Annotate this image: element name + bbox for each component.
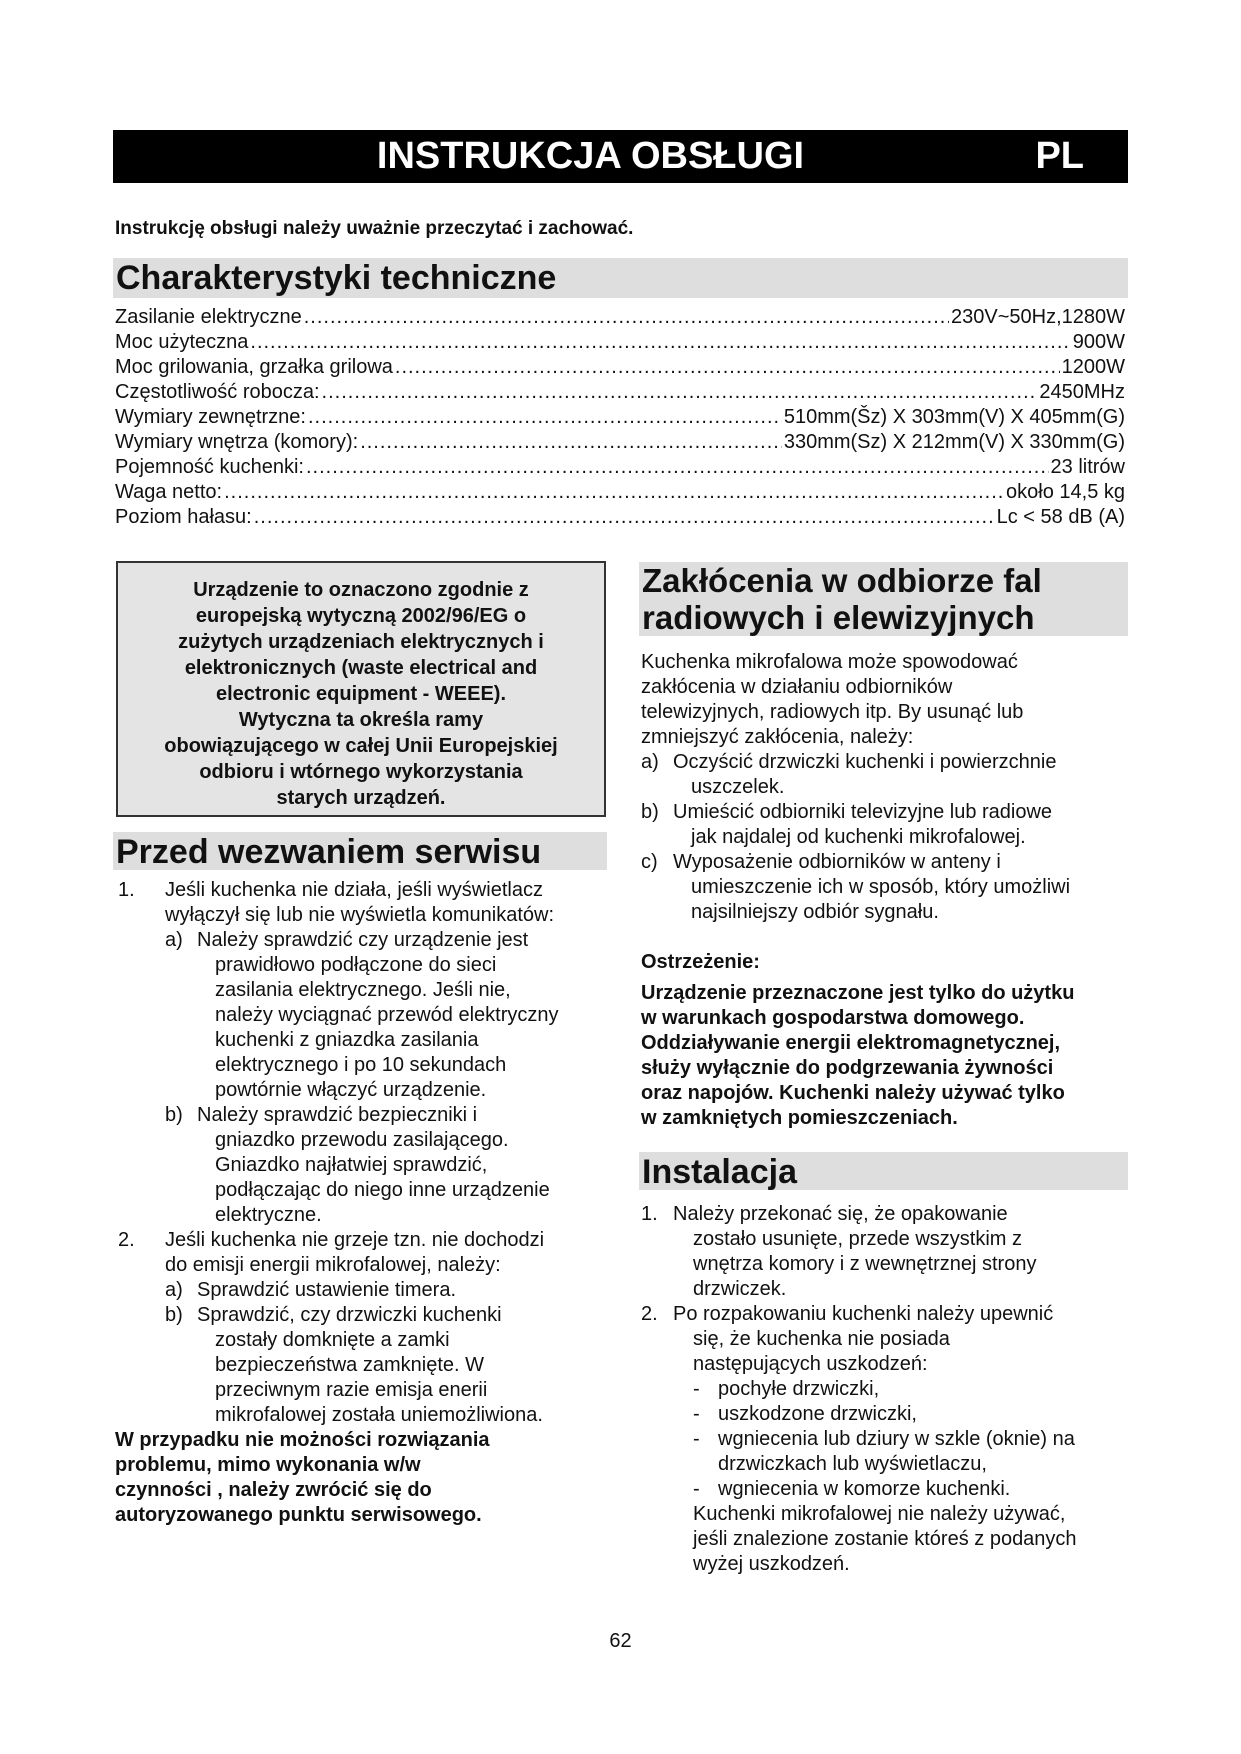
list-number: 1.	[118, 879, 135, 901]
text-line: Umieścić odbiorniki televizyjne lub radiowe	[673, 801, 1053, 823]
spec-row	[115, 480, 1125, 505]
text-line: Sprawdzić ustawienie timera.	[197, 1279, 456, 1301]
text-line: wgniecenia w komorze kuchenki.	[718, 1478, 1011, 1500]
service-item-2a	[115, 1278, 610, 1303]
service-item-1b	[115, 1103, 610, 1228]
spec-label: Częstotliwość robocza:	[115, 381, 320, 403]
install-item-2	[641, 1302, 1131, 1377]
text-line: problemu, mimo wykonania w/w	[115, 1454, 421, 1476]
spec-row	[115, 455, 1125, 480]
list-number: 1.	[641, 1203, 658, 1225]
service-item-1	[115, 878, 610, 928]
text-line: wyżej uszkodzeń.	[693, 1553, 850, 1575]
text-line: jeśli znalezione zostanie któreś z podanych	[693, 1528, 1077, 1550]
text-line: Urządzenie przeznaczone jest tylko do użytku	[641, 982, 1075, 1004]
spec-label: Zasilanie elektryczne	[115, 306, 302, 328]
list-letter: c)	[641, 851, 658, 873]
text-line: najsilniejszy odbiór sygnału.	[691, 901, 939, 923]
title-line: Zakłócenia w odbiorze fal	[642, 562, 1042, 599]
spec-row	[115, 405, 1125, 430]
spec-label: Moc grilowania, grzałka grilowa	[115, 356, 393, 378]
text-line: zostało usunięte, przede wszystkim z	[693, 1228, 1023, 1250]
text-line: kuchenki z gniazdka zasilania	[215, 1029, 479, 1051]
spec-row	[115, 330, 1125, 355]
section-title-interference	[639, 562, 1128, 636]
intro-note: Instrukcję obsługi należy uważnie przeczytać i zachować.	[115, 218, 634, 239]
section-title-service: Przed wezwaniem serwisu	[113, 832, 607, 870]
text-line: Kuchenka mikrofalowa może spowodować	[641, 651, 1018, 673]
service-closing-note	[115, 1428, 610, 1528]
text-line: pochyłe drzwiczki,	[718, 1378, 880, 1400]
list-number: 2.	[118, 1229, 135, 1251]
install-dash-1	[641, 1377, 1131, 1402]
text-line: jak najdalej od kuchenki mikrofalowej.	[691, 826, 1026, 848]
text-line: autoryzowanego punktu serwisowego.	[115, 1504, 482, 1526]
warning-block	[641, 950, 1131, 1131]
weee-line: starych urządzeń.	[276, 787, 446, 809]
text-line: W przypadku nie możności rozwiązania	[115, 1429, 490, 1451]
interference-item-c	[641, 850, 1131, 925]
spec-label: Moc użyteczna	[115, 331, 249, 353]
text-line: powtórnie włączyć urządzenie.	[215, 1079, 487, 1101]
spec-label: Poziom hałasu:	[115, 506, 252, 528]
dash-marker: -	[693, 1403, 700, 1425]
text-line: uszkodzone drzwiczki,	[718, 1403, 917, 1425]
interference-item-a	[641, 750, 1131, 800]
spec-label: Wymiary zewnętrzne:	[115, 406, 306, 428]
text-line: elektryczne.	[215, 1204, 322, 1226]
service-item-2	[115, 1228, 610, 1278]
text-line: uszczelek.	[691, 776, 785, 798]
spec-value: Lc < 58 dB (A)	[996, 506, 1125, 528]
text-line: w zamkniętych pomieszczeniach.	[641, 1107, 958, 1129]
text-line: czynności , należy zwrócić się do	[115, 1479, 432, 1501]
text-line: gniazdko przewodu zasilającego.	[215, 1129, 509, 1151]
weee-line: Wytyczna ta określa ramy	[238, 709, 484, 731]
service-item-1a	[115, 928, 610, 1103]
spec-label: Waga netto:	[115, 481, 223, 503]
spec-row	[115, 430, 1125, 455]
list-letter: a)	[641, 751, 659, 773]
text-line: się, że kuchenka nie posiada	[693, 1328, 950, 1350]
dash-marker: -	[693, 1478, 700, 1500]
service-item-2b	[115, 1303, 610, 1428]
list-letter: a)	[165, 929, 183, 951]
spec-row	[115, 305, 1125, 330]
section-title-install: Instalacja	[639, 1152, 1128, 1190]
text-line: Sprawdzić, czy drzwiczki kuchenki	[197, 1304, 502, 1326]
text-line: bezpieczeństwa zamknięte. W	[215, 1354, 485, 1376]
warning-heading: Ostrzeżenie:	[641, 951, 760, 973]
text-line: prawidłowo podłączone do sieci	[215, 954, 497, 976]
page-title: INSTRUKCJA OBSŁUGI	[376, 135, 805, 177]
weee-line: Urządzenie to oznaczono zgodnie z	[193, 579, 529, 601]
text-line: w warunkach gospodarstwa domowego.	[641, 1007, 1025, 1029]
install-content	[641, 1202, 1131, 1577]
spec-value: 23 litrów	[1050, 456, 1125, 478]
text-line: mikrofalowej została uniemożliwiona.	[215, 1404, 543, 1426]
text-line: Jeśli kuchenka nie działa, jeśli wyświetlacz	[165, 879, 543, 901]
dash-marker: -	[693, 1378, 700, 1400]
text-line: zostały domknięte a zamki	[215, 1329, 450, 1351]
language-code: PL	[1035, 135, 1084, 177]
text-line: drzwiczkach lub wyświetlaczu,	[718, 1453, 987, 1475]
weee-notice-box	[116, 561, 606, 817]
spec-value: 2450MHz	[1039, 381, 1125, 403]
spec-value: 1200W	[1061, 356, 1125, 378]
text-line: do emisji energii mikrofalowej, należy:	[165, 1254, 501, 1276]
header-bar	[113, 130, 1128, 183]
text-line: Należy sprawdzić bezpieczniki i	[197, 1104, 478, 1126]
text-line: wyłączył się lub nie wyświetla komunikatów:	[165, 904, 555, 926]
list-letter: b)	[165, 1304, 183, 1326]
weee-line: europejską wytyczną 2002/96/EG o	[195, 605, 527, 627]
text-line: zmniejszyć zakłócenia, należy:	[641, 726, 914, 748]
text-line: wgniecenia lub dziury w szkle (oknie) na	[718, 1428, 1075, 1450]
text-line: następujących uszkodzeń:	[693, 1353, 928, 1375]
text-line: zakłócenia w działaniu odbiorników	[641, 676, 953, 698]
spec-row	[115, 380, 1125, 405]
service-content	[115, 878, 610, 1528]
text-line: przeciwnym razie emisja enerii	[215, 1379, 488, 1401]
weee-line: odbioru i wtórnego wykorzystania	[199, 761, 523, 783]
text-line: elektrycznego i po 10 sekundach	[215, 1054, 507, 1076]
weee-line: zużytych urządzeniach elektrycznych i	[178, 631, 544, 653]
dash-marker: -	[693, 1428, 700, 1450]
spec-value: 230V~50Hz,1280W	[950, 306, 1125, 328]
text-line: Po rozpakowaniu kuchenki należy upewnić	[673, 1303, 1054, 1325]
text-line: wnętrza komory i z wewnętrznej strony	[693, 1253, 1037, 1275]
spec-value: 510mm(Šz) X 303mm(V) X 405mm(G)	[783, 406, 1125, 428]
install-item-1	[641, 1202, 1131, 1302]
spec-label: Wymiary wnętrza (komory):	[115, 431, 359, 453]
page-number: 62	[609, 1630, 632, 1652]
text-line: Gniazdko najłatwiej sprawdzić,	[215, 1154, 488, 1176]
text-line: oraz napojów. Kuchenki należy używać tylko	[641, 1082, 1065, 1104]
spec-label: Pojemność kuchenki:	[115, 456, 304, 478]
text-line: Wyposażenie odbiorników w anteny i	[673, 851, 1001, 873]
install-closing-note	[693, 1502, 1131, 1577]
text-line: zasilania elektrycznego. Jeśli nie,	[215, 979, 511, 1001]
spec-list	[115, 305, 1125, 530]
list-letter: a)	[165, 1279, 183, 1301]
install-dash-4	[641, 1477, 1131, 1502]
interference-content	[641, 650, 1131, 925]
weee-line: elektronicznych (waste electrical and	[184, 657, 538, 679]
spec-value: około 14,5 kg	[1006, 481, 1125, 503]
spec-value: 900W	[1072, 331, 1125, 353]
text-line: telewizyjnych, radiowych itp. By usunąć lub	[641, 701, 1024, 723]
title-line: radiowych i elewizyjnych	[642, 599, 1035, 636]
section-title-tech: Charakterystyki techniczne	[113, 258, 1128, 298]
spec-row	[115, 505, 1125, 530]
spec-row	[115, 355, 1125, 380]
text-line: Należy przekonać się, że opakowanie	[673, 1203, 1008, 1225]
list-number: 2.	[641, 1303, 658, 1325]
text-line: Należy sprawdzić czy urządzenie jest	[197, 929, 529, 951]
install-dash-2	[641, 1402, 1131, 1427]
text-line: Oczyścić drzwiczki kuchenki i powierzchnie	[673, 751, 1057, 773]
text-line: drzwiczek.	[693, 1278, 787, 1300]
install-dash-3	[641, 1427, 1131, 1477]
text-line: Oddziaływanie energii elektromagnetycznej,	[641, 1032, 1061, 1054]
text-line: Jeśli kuchenka nie grzeje tzn. nie dochodzi	[165, 1229, 545, 1251]
list-letter: b)	[641, 801, 659, 823]
weee-line: electronic equipment - WEEE).	[215, 683, 507, 705]
text-line: podłączając do niego inne urządzenie	[215, 1179, 550, 1201]
interference-item-b	[641, 800, 1131, 850]
text-line: Kuchenki mikrofalowej nie należy używać,	[693, 1503, 1066, 1525]
text-line: służy wyłącznie do podgrzewania żywności	[641, 1057, 1054, 1079]
text-line: należy wyciągnać przewód elektryczny	[215, 1004, 559, 1026]
weee-line: obowiązującego w całej Unii Europejskiej	[164, 735, 558, 757]
text-line: umieszczenie ich w sposób, który umożliwi	[691, 876, 1071, 898]
spec-value: 330mm(Sz) X 212mm(V) X 330mm(G)	[783, 431, 1125, 453]
list-letter: b)	[165, 1104, 183, 1126]
